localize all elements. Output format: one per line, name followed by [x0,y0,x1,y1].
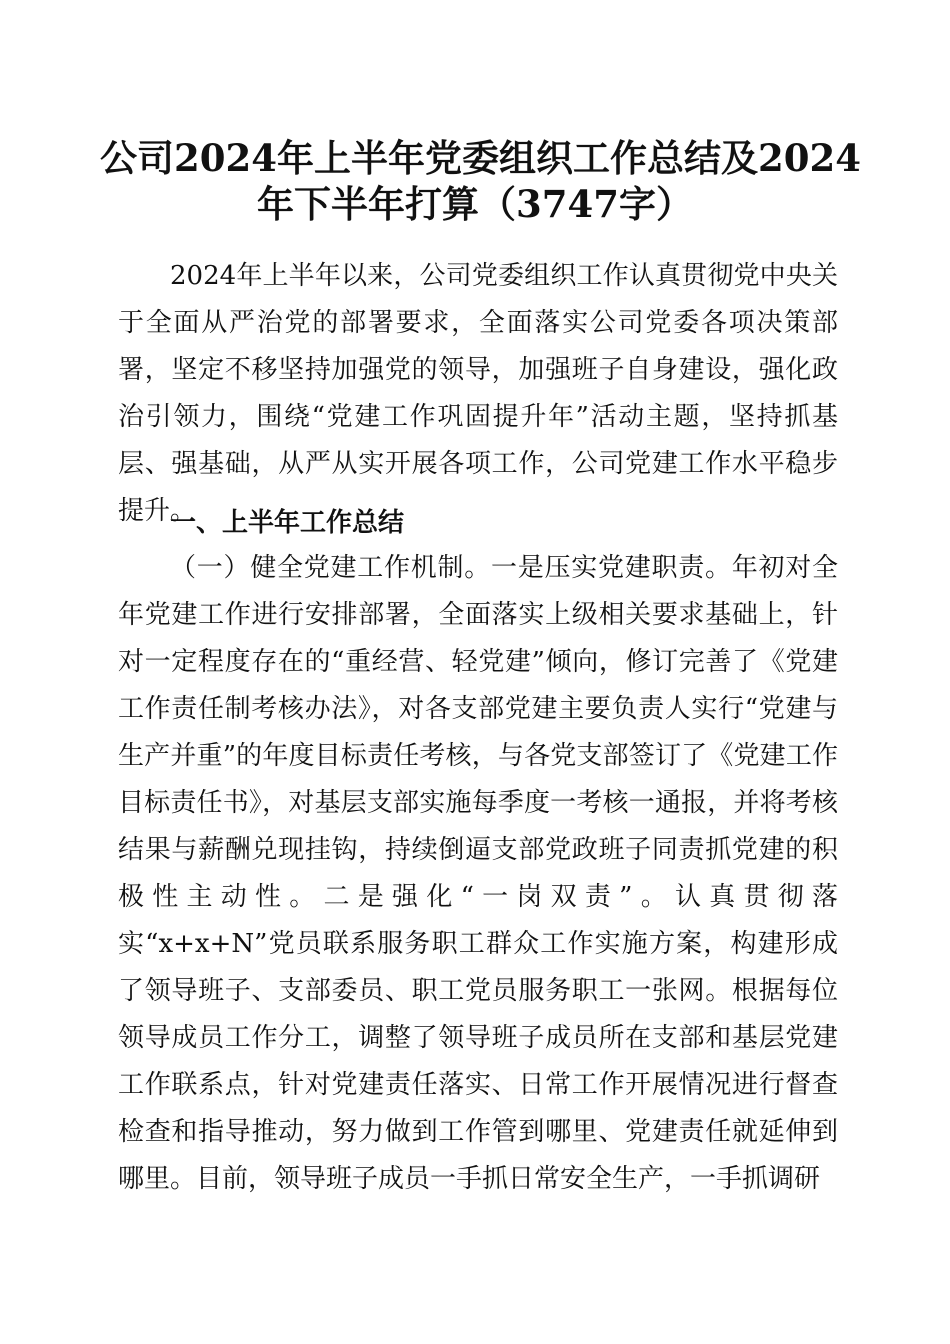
intro-paragraph: 2024年上半年以来，公司党委组织工作认真贯彻党中央关于全面从严治党的部署要求，全面落实公司党委各项决策部署，坚定不移坚持加强党的领导，加强班子自身建设，强化政治引领力，围绕“党建工作巩固提升年”活动主题，坚持抓基层、强基础，从严从实开展各项工作，公司党建工作水平稳步提升。 [118,261,838,526]
body-paragraph: （一）健全党建工作机制。一是压实党建职责。年初对全年党建工作进行安排部署，全面落实上级相关要求基础上，针对一定程度存在的“重经营、轻党建”倾向，修订完善了《党建工作责任制考核办法》，对各支部党建主要负责人实行“党建与生产并重”的年度目标责任考核，与各党支部签订了《党建工作目标责任书》，对基层支部实施每季度一考核一通报，并将考核结果与薪酬兑现挂钩，持续倒逼支部党政班子同责抓党建的积极性主动性。二是强化“一岗双责”。认真贯彻落实“x+x+N”党员联系服务职工群众工作实施方案，构建形成了领导班子、支部委员、职工党员服务职工一张网。根据每位领导成员工作分工，调整了领导班子成员所在支部和基层党建工作联系点，针对党建责任落实、日常工作开展情况进行督查检查和指导推动，努力做到工作管到哪里、党建责任就延伸到哪里。目前，领导班子成员一手抓日常安全生产，一手抓调研 [118,553,838,1194]
section-heading: 一、上半年工作总结 [170,508,405,538]
document-title-line2: 年下半年打算（3747字） [257,182,693,226]
document-title-line1: 公司2024年上半年党委组织工作总结及2024 [100,136,861,180]
